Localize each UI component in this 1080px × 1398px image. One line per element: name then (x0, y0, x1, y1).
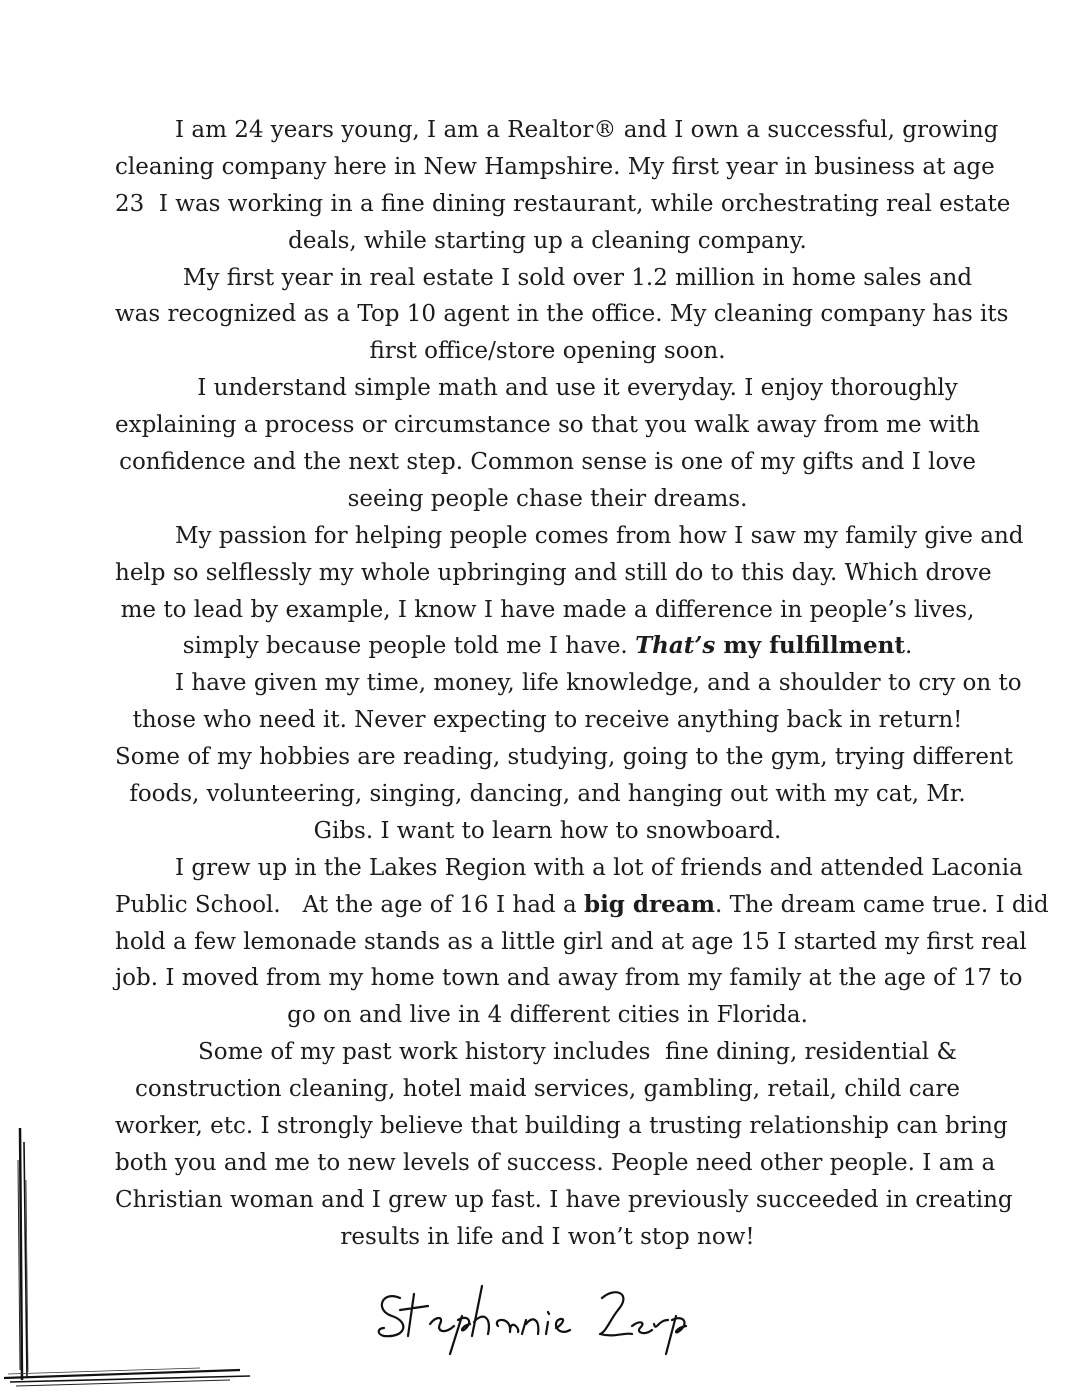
letter-text: go on and live in 4 different cities in Florida. (287, 1002, 808, 1029)
letter-line (115, 924, 1027, 961)
letter-text: Gibs. I want to learn how to snowboard. (313, 817, 782, 844)
letter-line (115, 333, 980, 370)
letter-line (115, 1034, 980, 1071)
letter-line (115, 370, 980, 407)
letter-line (115, 186, 1011, 223)
bold-text: my fulfillment (715, 632, 905, 660)
signature-image (370, 1276, 730, 1356)
letter-line (115, 702, 980, 739)
letter-text: worker, etc. I strongly believe that building a trusting relationship can bring (115, 1113, 1008, 1140)
letter-text: cleaning company here in New Hampshire. My first year in business at age (115, 153, 995, 180)
letter-text: both you and me to new levels of success. People need other people. I am a (115, 1149, 996, 1176)
letter-line (115, 296, 1009, 333)
letter-line (115, 555, 992, 592)
letter-line (115, 260, 980, 297)
letter-line (115, 1071, 980, 1108)
signature-stroke-lastname (600, 1292, 686, 1354)
letter-text: Public School. At the age of 16 I had a (115, 891, 584, 918)
letter-text: me to lead by example, I know I have made a difference in people’s lives, (120, 596, 975, 623)
letter-text: first office/store opening soon. (369, 338, 726, 365)
letter-text: help so selflessly my whole upbringing and still do to this day. Which drove (115, 559, 992, 586)
letter-line (115, 997, 980, 1034)
letter-text: My passion for helping people comes from how I saw my family give and (175, 522, 1024, 549)
letter-line (115, 960, 1023, 997)
letter-line (115, 407, 980, 444)
decorative-corner-brush (0, 1120, 260, 1398)
letter-text: hold a few lemonade stands as a little girl and at age 15 I started my first real (115, 928, 1027, 955)
letter-line (115, 149, 995, 186)
letter-text: foods, volunteering, singing, dancing, and hanging out with my cat, Mr. (129, 781, 966, 808)
letter-line (115, 813, 980, 850)
letter-text: 23 I was working in a fine dining restaurant, while orchestrating real estate (115, 190, 1011, 217)
letter-text: seeing people chase their dreams. (347, 485, 748, 512)
letter-text: . (904, 633, 913, 660)
letter-text: those who need it. Never expecting to receive anything back in return! (132, 707, 963, 734)
letter-text: Some of my past work history includes fine dining, residential & (198, 1039, 957, 1066)
letter-text: I grew up in the Lakes Region with a lot of friends and attended Laconia (175, 854, 1023, 881)
letter-line (115, 739, 1014, 776)
letter-text: construction cleaning, hotel maid services, gambling, retail, child care (135, 1076, 960, 1103)
letter-text: explaining a process or circumstance so that you walk away from me with (115, 412, 980, 439)
letter-line (115, 444, 980, 481)
bold-italic-text: That’s (635, 632, 716, 660)
letter-body (115, 112, 1049, 1256)
letter-line (115, 112, 999, 149)
letter-line (115, 628, 980, 665)
letter-line (115, 887, 1049, 924)
letter-text: job. I moved from my home town and away from my family at the age of 17 to (115, 965, 1023, 992)
letter-text: was recognized as a Top 10 agent in the office. My cleaning company has its (115, 301, 1009, 328)
letter-text: simply because people told me I have. (182, 633, 636, 660)
letter-line (115, 776, 980, 813)
letter-line (115, 481, 980, 518)
letter-line (115, 592, 980, 629)
letter-line (115, 223, 980, 260)
letter-text: Some of my hobbies are reading, studying, going to the gym, trying different (115, 744, 1014, 771)
bold-text: big dream (583, 890, 715, 918)
signature-stroke (379, 1286, 570, 1354)
letter-line (115, 665, 1022, 702)
letter-line (115, 518, 1024, 555)
letter-text: results in life and I won’t stop now! (340, 1223, 755, 1250)
letter-text: Christian woman and I grew up fast. I have previously succeeded in creating (115, 1186, 1013, 1213)
letter-text: I have given my time, money, life knowledge, and a shoulder to cry on to (175, 670, 1022, 697)
letter-text: confidence and the next step. Common sense is one of my gifts and I love (119, 449, 976, 476)
letter-text: My first year in real estate I sold over 1.2 million in home sales and (182, 264, 973, 291)
letter-text: I am 24 years young, I am a Realtor® and I own a successful, growing (175, 117, 999, 143)
letter-text: I understand simple math and use it everyday. I enjoy thoroughly (197, 375, 958, 402)
letter-text: deals, while starting up a cleaning company. (288, 227, 807, 254)
letter-line (115, 850, 1023, 887)
letter-text: . The dream came true. I did (714, 891, 1049, 918)
